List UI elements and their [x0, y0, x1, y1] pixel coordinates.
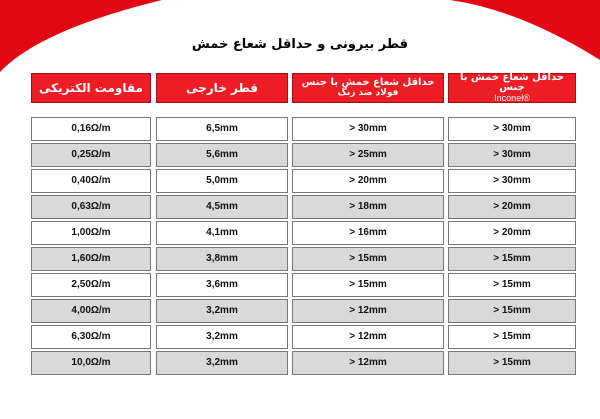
- cell-stainless-radius: > 30mm: [292, 117, 444, 141]
- cell-resistance: 0,63Ω/m: [31, 195, 151, 219]
- cell-stainless-radius: > 16mm: [292, 221, 444, 245]
- header-stainless-bend-radius: [292, 73, 444, 103]
- cell-inconel-radius: > 30mm: [448, 169, 576, 193]
- cell-outer-diameter: 3,8mm: [156, 247, 288, 271]
- header-inconel-line1: حداقل شعاع خمش با جنس: [460, 71, 564, 94]
- header-resistance-label: مقاومت الکتریکی: [39, 80, 143, 95]
- cell-inconel-radius: > 20mm: [448, 221, 576, 245]
- cell-resistance: 0,40Ω/m: [31, 169, 151, 193]
- left-red-wedge: [0, 0, 162, 72]
- cell-stainless-radius: > 15mm: [292, 273, 444, 297]
- cell-inconel-radius: > 30mm: [448, 117, 576, 141]
- cell-resistance: 0,16Ω/m: [31, 117, 151, 141]
- cell-inconel-radius: > 15mm: [448, 351, 576, 375]
- page-title: قطر بیرونی و حداقل شعاع خمش: [191, 37, 409, 52]
- header-inconel-line2: Inconel®: [494, 92, 530, 103]
- cell-stainless-radius: > 15mm: [292, 247, 444, 271]
- cell-outer-diameter: 4,5mm: [156, 195, 288, 219]
- cell-outer-diameter: 3,2mm: [156, 351, 288, 375]
- cell-outer-diameter: 3,6mm: [156, 273, 288, 297]
- cell-resistance: 1,00Ω/m: [31, 221, 151, 245]
- cell-inconel-radius: > 20mm: [448, 195, 576, 219]
- cell-outer-diameter: 3,2mm: [156, 299, 288, 323]
- cell-resistance: 10,0Ω/m: [31, 351, 151, 375]
- cell-stainless-radius: > 18mm: [292, 195, 444, 219]
- cell-stainless-radius: > 12mm: [292, 325, 444, 349]
- header-stainless-line1: حداقل شعاع خمش با جنس: [301, 77, 435, 89]
- header-inconel-bend-radius: [448, 73, 576, 103]
- cell-outer-diameter: 5,0mm: [156, 169, 288, 193]
- cell-resistance: 1,60Ω/m: [31, 247, 151, 271]
- cell-resistance: 4,00Ω/m: [31, 299, 151, 323]
- cell-outer-diameter: 4,1mm: [156, 221, 288, 245]
- cell-inconel-radius: > 15mm: [448, 325, 576, 349]
- cell-outer-diameter: 3,2mm: [156, 325, 288, 349]
- cell-inconel-radius: > 15mm: [448, 299, 576, 323]
- cell-stainless-radius: > 25mm: [292, 143, 444, 167]
- cell-resistance: 2,50Ω/m: [31, 273, 151, 297]
- cell-inconel-radius: > 15mm: [448, 247, 576, 271]
- cell-resistance: 0,25Ω/m: [31, 143, 151, 167]
- cell-inconel-radius: > 15mm: [448, 273, 576, 297]
- cell-resistance: 6,30Ω/m: [31, 325, 151, 349]
- cell-stainless-radius: > 12mm: [292, 351, 444, 375]
- cell-stainless-radius: > 12mm: [292, 299, 444, 323]
- cell-outer-diameter: 5,6mm: [156, 143, 288, 167]
- header-resistance: [31, 73, 151, 103]
- header-outer-diameter-label: قطر خارجی: [185, 80, 259, 95]
- cell-outer-diameter: 6,5mm: [156, 117, 288, 141]
- header-outer-diameter: [156, 73, 288, 103]
- cell-stainless-radius: > 20mm: [292, 169, 444, 193]
- cell-inconel-radius: > 30mm: [448, 143, 576, 167]
- header-stainless-line2: فولاد ضد زنگ: [337, 87, 399, 98]
